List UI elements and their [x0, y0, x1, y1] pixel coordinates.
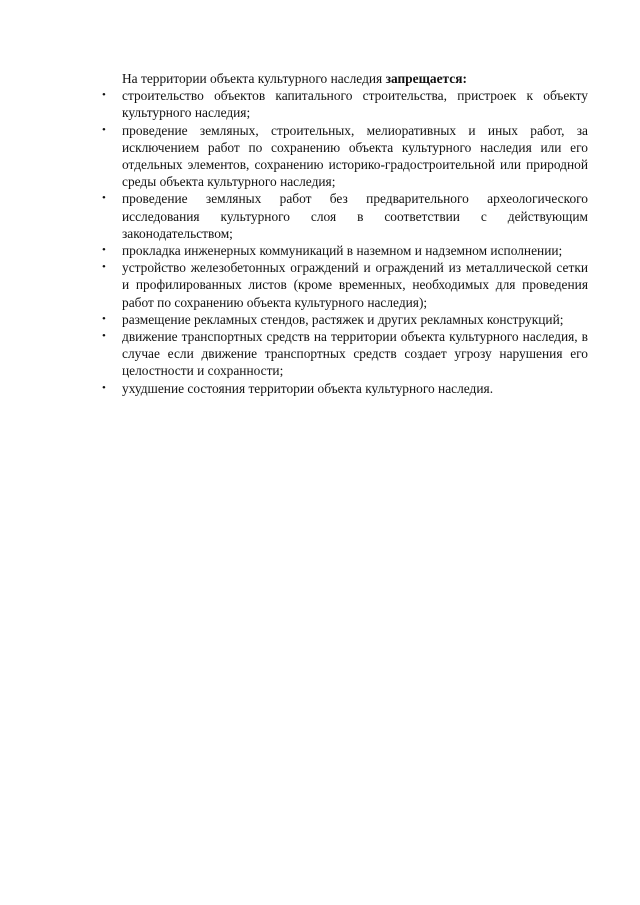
list-item-text: устройство железобетонных ограждений и ограждений из металлической сетки и профилированных листов (кроме временных, необходимых для проведения работ по сохранению объекта культурного наследия);: [122, 260, 588, 310]
list-item: [100, 190, 588, 242]
list-item-text: проведение земляных, строительных, мелиоративных и иных работ, за исключением работ по сохранению объекта культурного наследия или его отдельных элементов, сохранению историко-градостроительной или природной среды объекта культурного наследия;: [122, 122, 588, 190]
list-item-text: движение транспортных средств на территории объекта культурного наследия, в случае если движение транспортных средств создает угрозу нарушения его целостности и сохранности;: [122, 329, 588, 379]
bullet-icon: •: [102, 89, 106, 102]
list-item: [100, 122, 588, 191]
bullet-icon: •: [102, 330, 106, 343]
bullet-icon: •: [102, 261, 106, 274]
bullet-icon: •: [102, 244, 106, 257]
list-item: [100, 87, 588, 121]
list-item: [100, 259, 588, 311]
list-item: [100, 380, 588, 397]
list-item: [100, 242, 588, 259]
intro-paragraph: [100, 70, 588, 87]
list-item: [100, 311, 588, 328]
list-item-text: прокладка инженерных коммуникаций в наземном и надземном исполнении;: [122, 243, 563, 259]
bullet-icon: •: [102, 123, 106, 136]
list-item: [100, 328, 588, 380]
list-item-text: проведение земляных работ без предварительного археологического исследования культурного слоя в соответствии с действующим законодательством;: [122, 191, 588, 241]
list-item-text: размещение рекламных стендов, растяжек и других рекламных конструкций;: [122, 311, 564, 327]
intro-text: На территории объекта культурного наследия: [122, 71, 386, 86]
intro-bold-text: запрещается:: [385, 71, 467, 86]
bullet-icon: •: [102, 192, 106, 205]
document-body: [100, 70, 588, 397]
bullet-icon: •: [102, 312, 106, 325]
prohibitions-list: [100, 87, 588, 397]
list-item-text: строительство объектов капитального строительства, пристроек к объекту культурного наследия;: [122, 88, 588, 121]
bullet-icon: •: [102, 381, 106, 394]
list-item-text: ухудшение состояния территории объекта культурного наследия.: [122, 380, 494, 396]
